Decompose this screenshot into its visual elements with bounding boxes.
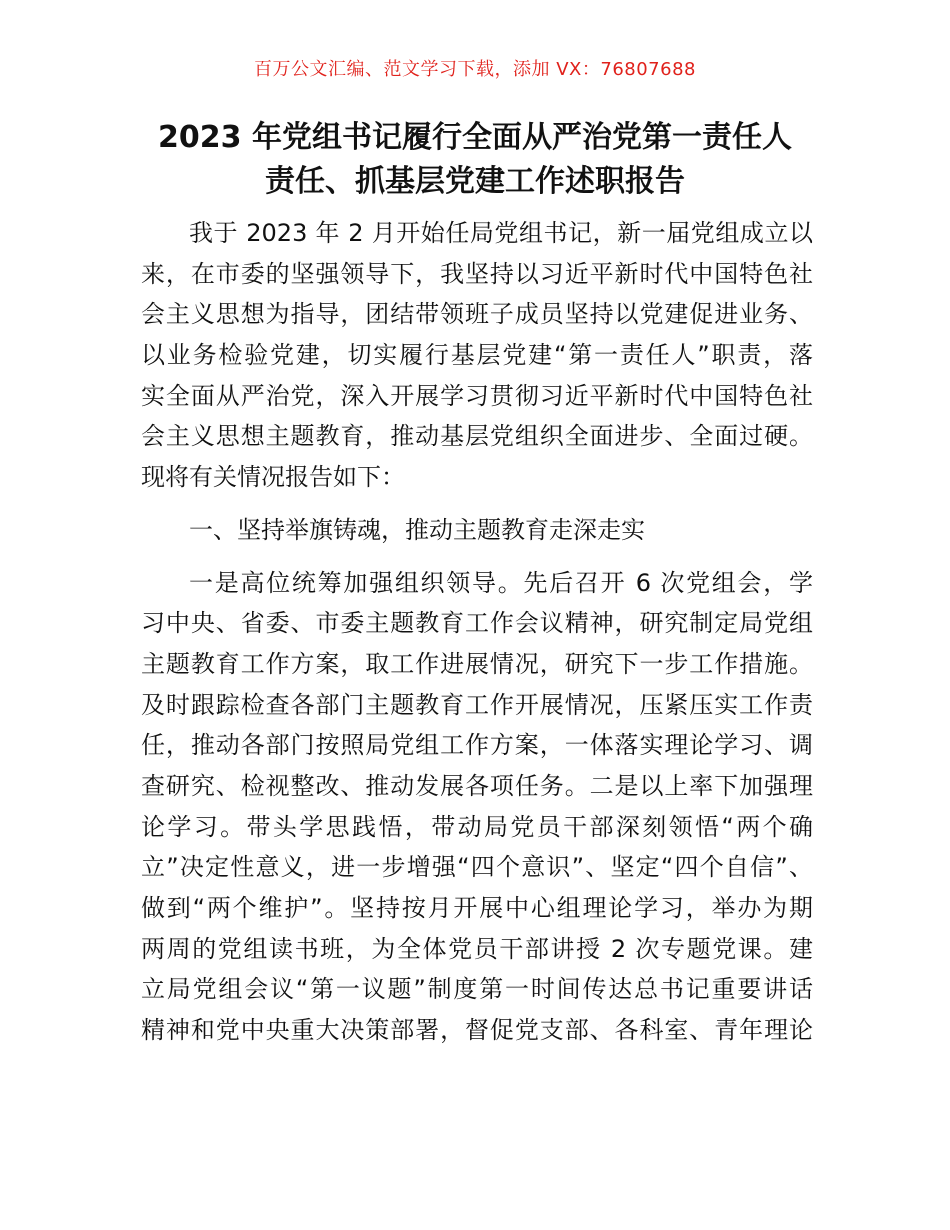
body-line: 精神和党中央重大决策部署，督促党支部、各科室、青年理论 (141, 1016, 813, 1045)
body-line: 主题教育工作方案，取工作进展情况，研究下一步工作措施。 (141, 649, 813, 678)
body-line: 立局党组会议“第一议题”制度第一时间传达总书记重要讲话 (141, 975, 813, 1004)
intro-line: 我于 2023 年 2 月开始任局党组书记，新一届党组成立以 (189, 219, 813, 247)
header-watermark-note: 百万公文汇编、范文学习下载，添加 VX：76807688 (254, 59, 696, 80)
title-line-2: 责任、抓基层党建工作述职报告 (265, 164, 685, 199)
intro-line: 实全面从严治党，深入开展学习贯彻习近平新时代中国特色社 (141, 381, 813, 410)
body-line: 习中央、省委、市委主题教育工作会议精神，研究制定局党组 (141, 609, 813, 638)
body-line: 论学习。带头学思践悟，带动局党员干部深刻领悟“两个确 (141, 812, 813, 841)
intro-line: 会主义思想主题教育，推动基层党组织全面进步、全面过硬。 (141, 422, 813, 451)
body-line: 两周的党组读书班，为全体党员干部讲授 2 次专题党课。建 (141, 934, 813, 963)
intro-line: 来，在市委的坚强领导下，我坚持以习近平新时代中国特色社 (141, 259, 813, 288)
intro-line: 现将有关情况报告如下： (141, 463, 405, 492)
intro-line: 会主义思想为指导，团结带领班子成员坚持以党建促进业务、 (141, 300, 813, 329)
body-line: 查研究、检视整改、推动发展各项任务。二是以上率下加强理 (141, 771, 813, 800)
body-line: 做到“两个维护”。坚持按月开展中心组理论学习，举办为期 (141, 894, 813, 922)
body-line: 立”决定性意义，进一步增强“四个意识”、坚定“四个自信”、 (141, 853, 813, 882)
document-body (141, 213, 813, 1051)
paragraph-gap (141, 551, 813, 563)
intro-line: 以业务检验党建，切实履行基层党建“第一责任人”职责，落 (141, 341, 813, 370)
body-line: 及时跟踪检查各部门主题教育工作开展情况，压紧压实工作责 (141, 690, 813, 719)
body-line: 一是高位统筹加强组织领导。先后召开 6 次党组会，学 (189, 568, 813, 597)
title-line-1: 2023 年党组书记履行全面从严治党第一责任人 (158, 120, 792, 155)
section-heading: 一、坚持举旗铸魂，推动主题教育走深走实 (189, 515, 645, 544)
document-title (100, 116, 850, 204)
body-line: 任，推动各部门按照局党组工作方案，一体落实理论学习、调 (141, 731, 813, 760)
paragraph-gap (141, 498, 813, 510)
